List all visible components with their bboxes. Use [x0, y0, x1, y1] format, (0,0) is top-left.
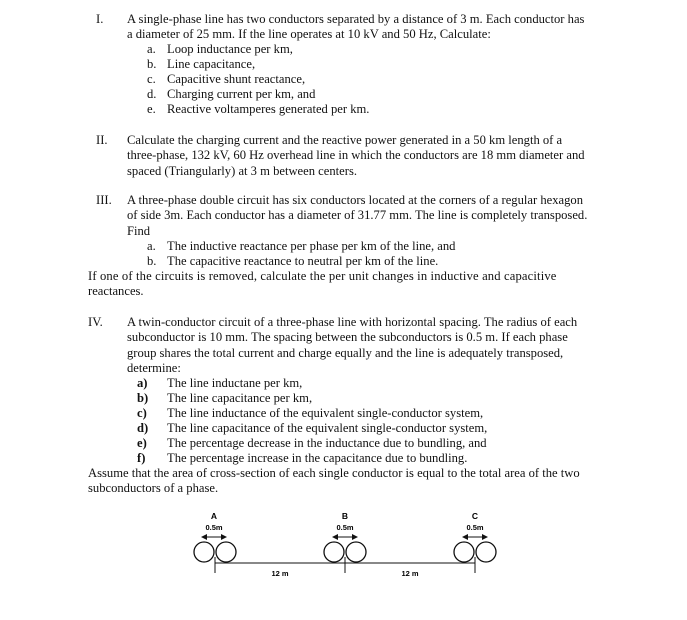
- phase-b-label: B: [341, 511, 349, 521]
- question-4-item-e: [137, 436, 487, 451]
- question-3-followup: [88, 269, 604, 300]
- item-text: The line inductance of the equivalent single-conductor system,: [167, 406, 484, 420]
- phase-a-label: A: [210, 511, 218, 521]
- item-text: The line capacitance of the equivalent single-conductor system,: [167, 421, 488, 435]
- question-4-text: [127, 315, 605, 377]
- phase-c-group: [454, 511, 496, 562]
- item-label: a.: [147, 239, 156, 253]
- phase-a-subconductor-left: [194, 542, 214, 562]
- question-1-item-b: [147, 57, 255, 72]
- item-label: c): [137, 406, 147, 420]
- item-label: c.: [147, 72, 156, 86]
- item-text: Reactive voltamperes generated per km.: [167, 102, 370, 116]
- item-text: The percentage decrease in the inductance due to bundling, and: [167, 436, 487, 450]
- distance-dimension: [215, 557, 475, 578]
- question-2-number: II.: [96, 133, 108, 147]
- phase-c-label: C: [471, 511, 479, 521]
- text-line: A twin-conductor circuit of a three-phase line with horizontal spacing. The radius of each: [127, 315, 578, 329]
- item-text: The capacitive reactance to neutral per km of the line.: [167, 254, 439, 268]
- question-4-item-b: [137, 391, 312, 406]
- question-3-number: III.: [96, 193, 112, 207]
- question-1-item-a: [147, 42, 293, 57]
- phase-b-subconductor-right: [346, 542, 366, 562]
- text-line: A single-phase line has two conductors separated by a distance of 3 m. Each conductor has: [127, 12, 585, 26]
- question-3-item-b: [147, 254, 438, 269]
- question-4-item-f: [137, 451, 467, 466]
- text-line: determine:: [127, 361, 181, 376]
- phase-c-subconductor-left: [454, 542, 474, 562]
- distance-bc-label: 12 m: [401, 569, 419, 578]
- text-line: Assume that the area of cross-section of each single conductor is equal to the total area of the two: [88, 466, 580, 480]
- text-line: reactances.: [88, 284, 144, 299]
- question-1-item-e: [147, 102, 369, 117]
- item-label: b): [137, 391, 149, 405]
- item-label: a.: [147, 42, 156, 56]
- text-line: subconductor is 10 mm. The spacing between the subconductors is 0.5 m. If each phase: [127, 330, 568, 345]
- item-text: The inductive reactance per phase per km of the line, and: [167, 239, 456, 253]
- bundled-conductor-diagram: [180, 505, 510, 583]
- item-label: e.: [147, 102, 156, 116]
- phase-a-spacing: 0.5m: [205, 523, 223, 532]
- text-line: Calculate the charging current and the reactive power generated in a 50 km length of a: [127, 133, 563, 147]
- phase-a-group: [194, 511, 236, 562]
- question-1-text: [127, 12, 605, 43]
- text-line: of side 3m. Each conductor has a diameter of 31.77 mm. The line is completely transposed.: [127, 208, 588, 223]
- distance-ab-label: 12 m: [271, 569, 289, 578]
- phase-b-group: [324, 511, 366, 562]
- text-line: A three-phase double circuit has six conductors located at the corners of a regular hexagon: [127, 193, 584, 207]
- item-label: e): [137, 436, 147, 450]
- question-4-item-a: [137, 376, 302, 391]
- item-text: Charging current per km, and: [167, 87, 316, 101]
- text-line: subconductors of a phase.: [88, 481, 219, 496]
- question-1-item-c: [147, 72, 305, 87]
- item-text: The line inductane per km,: [167, 376, 303, 390]
- text-line: a diameter of 25 mm. If the line operates at 10 kV and 50 Hz, Calculate:: [127, 27, 491, 42]
- question-2-text: [127, 133, 605, 179]
- text-line: Find: [127, 223, 151, 238]
- question-1-number: I.: [96, 12, 104, 26]
- item-label: a): [137, 376, 148, 390]
- text-line: three-phase, 132 kV, 60 Hz overhead line in which the conductors are 18 mm diameter and: [127, 148, 585, 163]
- question-3-text: [127, 193, 605, 239]
- item-text: Loop inductance per km,: [167, 42, 293, 56]
- item-text: The percentage increase in the capacitance due to bundling.: [167, 451, 468, 465]
- item-text: Capacitive shunt reactance,: [167, 72, 306, 86]
- phase-c-spacing: 0.5m: [466, 523, 484, 532]
- item-label: d): [137, 421, 149, 435]
- item-text: The line capacitance per km,: [167, 391, 313, 405]
- question-4-assumption: [88, 466, 604, 497]
- item-text: Line capacitance,: [167, 57, 256, 71]
- question-4-item-c: [137, 406, 483, 421]
- item-label: b.: [147, 254, 157, 268]
- text-line: spaced (Triangularly) at 3 m between centers.: [127, 163, 357, 178]
- question-4-number: IV.: [88, 315, 103, 329]
- question-1-item-d: [147, 87, 315, 102]
- phase-c-subconductor-right: [476, 542, 496, 562]
- item-label: f): [137, 451, 146, 465]
- text-line: group shares the total current and charge equally and the line is adequately transposed,: [127, 345, 564, 360]
- phase-b-subconductor-left: [324, 542, 344, 562]
- phase-a-subconductor-right: [216, 542, 236, 562]
- phase-b-spacing: 0.5m: [336, 523, 354, 532]
- text-line: If one of the circuits is removed, calculate the per unit changes in inductive and capacitive: [88, 269, 557, 283]
- item-label: d.: [147, 87, 157, 101]
- question-4-item-d: [137, 421, 487, 436]
- item-label: b.: [147, 57, 157, 71]
- question-3-item-a: [147, 239, 455, 254]
